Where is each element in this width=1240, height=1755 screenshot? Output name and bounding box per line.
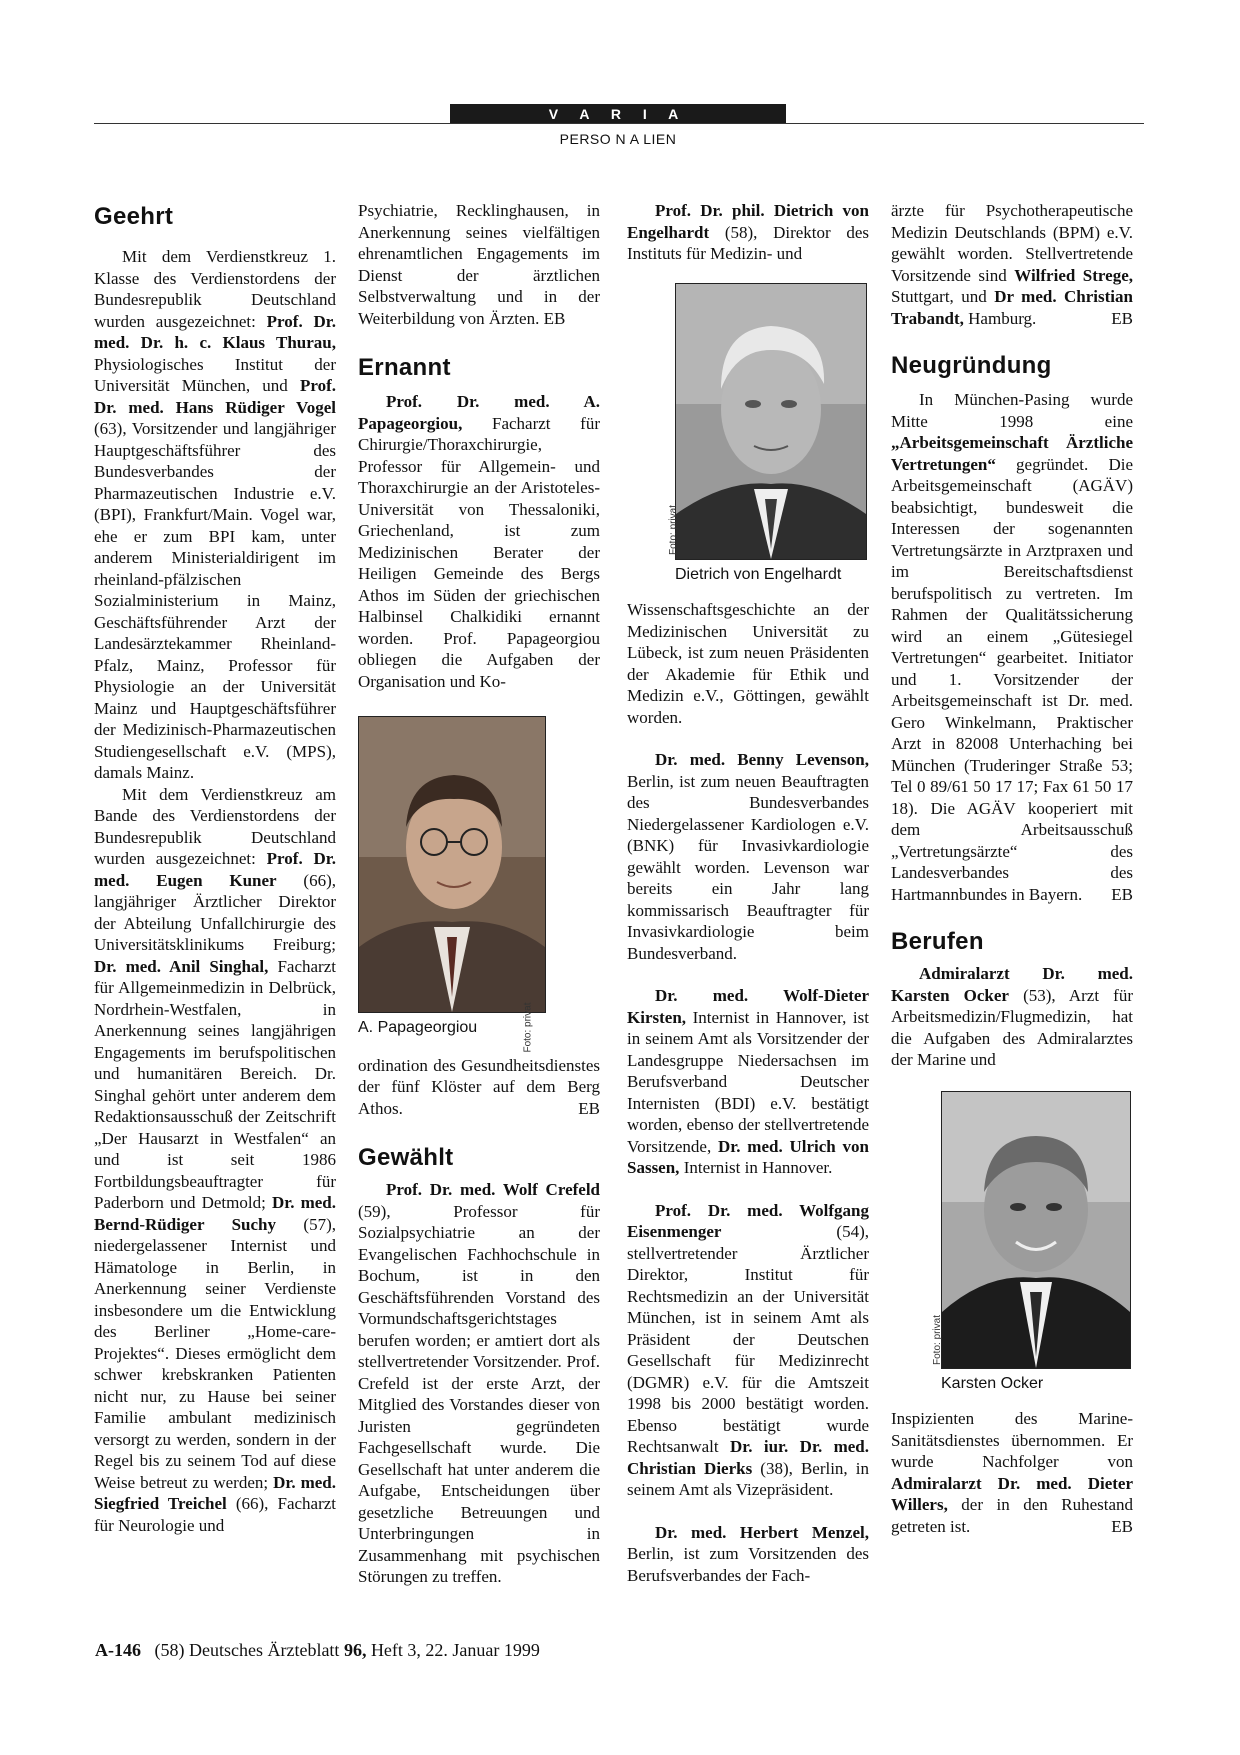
person-name: Prof. Dr. med. Wolfgang Eisenmenger	[627, 1200, 869, 1241]
text: Mit dem Verdienstkreuz 1. Klasse des Verdienstordens der Bundesrepublik Deutschland wurden ausgezeichnet:	[94, 247, 336, 331]
journal-source: (58) Deutsches Ärzteblatt	[154, 1640, 344, 1660]
text: (58), Direktor des Instituts für Medizin- und	[627, 222, 869, 263]
paragraph	[891, 200, 1133, 329]
paragraph: Psychiatrie, Recklinghausen, in Anerkennung seines vielfältigen ehrenamtlichen Engagements im Dienst der ärztlichen Selbstverwaltung und in der Weiterbildung von Ärzten. EB	[358, 201, 600, 328]
text: In München-Pasing wurde Mitte 1998 eine	[891, 390, 1133, 431]
journal-issue: Heft 3, 22. Januar 1999	[366, 1640, 540, 1660]
paragraph	[627, 985, 869, 1179]
text: gegründet. Die Arbeitsgemeinschaft (AGÄV) beabsichtigt, bundesweit die Interessen der sogenannten Vertretungsärzte in Arztpraxen und im Bereitschaftsdienst berufspolitisch zu vertreten. Im Rahmen der Qualitätssicherung wird an einem „Gütesiegel Vertretungen“ gearbeitet. Initiator und 1. Vorsitzender der Arbeitsgemeinschaft ist Dr. med. Gero Winkelmann, Praktischer Arzt in 82008 Unterhaching bei München (Truderinger Straße 53; Tel 0 89/61 50 17 17; Fax 61 50 17 18). Die AGÄV kooperiert mit dem Arbeitsausschuß „Vertretungsärzte“ des Landesverbandes des Hartmannbundes in Bayern.	[891, 454, 1133, 904]
heading-gewaehlt: Gewählt	[358, 1144, 454, 1171]
photo-figure	[358, 716, 545, 1053]
photo-credit: Foto: privat	[522, 1002, 534, 1053]
paragraph	[891, 963, 1133, 1071]
header-rule	[94, 123, 1144, 124]
person-name: Admiralarzt Dr. med. Karsten Ocker	[891, 964, 1133, 1005]
paragraph	[358, 1055, 600, 1120]
person-name: Dr. med. Ulrich von Sassen,	[627, 1136, 869, 1177]
author-signature: EB	[1111, 884, 1133, 904]
photo-caption: A. Papageorgiou	[358, 1019, 478, 1036]
paragraph	[627, 1522, 869, 1587]
person-name: Wilfried Strege,	[1014, 265, 1133, 285]
text: Internist in Hannover, ist in seinem Amt als Vorsitzender der Landesgruppe Niedersachsen im Berufsverband Deutscher Internisten (BDI) e.V. bestätigt worden, ebenso der stellvertretende Vorsitzende,	[627, 1007, 869, 1156]
text: Internist in Hannover.	[679, 1158, 833, 1177]
text: ärzte für Psychotherapeutische Medizin Deutschlands (BPM) e.V. gewählt worden. Stellvertretende Vorsitzende sind	[891, 201, 1133, 285]
paragraph	[94, 246, 336, 784]
person-name: Prof. Dr. med. Eugen Kuner	[94, 849, 337, 890]
column-2	[358, 200, 600, 1588]
text: Facharzt für Allgemeinmedizin in Delbrück, Nordrhein-Westfalen, in Anerkennung seines langjährigen Engagements im berufspolitischen und humanitären Bereich. Dr. Singhal gehört unter anderem dem Redaktionsausschuß der Zeitschrift „Der Hausarzt in Westfalen“ an und ist seit 1986 Fortbildungsbeauftragter für Paderborn und Detmold;	[94, 956, 336, 1212]
heading-berufen: Berufen	[891, 928, 984, 955]
person-name: Dr. med. Siegfried Treichel	[94, 1472, 336, 1513]
person-name: Dr. med. Anil Singhal,	[94, 956, 269, 976]
paragraph	[627, 1200, 869, 1501]
person-name: Dr. med. Herbert Menzel,	[655, 1522, 869, 1542]
paragraph	[891, 1408, 1133, 1537]
portrait-image	[676, 284, 866, 559]
paragraph	[627, 749, 869, 964]
author-signature: EB	[578, 1098, 600, 1118]
text: (63), Vorsitzender und langjähriger Hauptgeschäftsführer des Bundesverbandes der Pharmazeutischen Industrie e.V. (BPI), Frankfurt/Main. Vogel war, ehe er zum BPI kam, unter anderem Ministerialdirigent im rheinland-pfälzischen Sozialministerium in Mainz, Geschäftsführender Arzt der Landesärztekammer Rheinland-Pfalz, Mainz, Professor für Physiologie an der Universität Mainz und Hauptgeschäftsführer der Medizinisch-Pharmazeutischen Studiengesellschaft e.V. (MPS), damals Mainz.	[94, 419, 336, 782]
column-3	[627, 200, 869, 1586]
photo-figure	[932, 1091, 1131, 1395]
paragraph	[358, 391, 600, 692]
person-name: Dr. med. Wolf-Dieter Kirsten,	[627, 986, 869, 1027]
person-name: Prof. Dr. med. A. Papageorgiou,	[358, 392, 600, 433]
heading-geehrt: Geehrt	[94, 203, 174, 230]
portrait-image	[359, 717, 545, 1012]
photo-caption: Karsten Ocker	[941, 1374, 1044, 1392]
author-signature: EB	[1111, 1516, 1133, 1536]
heading-neugruendung: Neugründung	[891, 352, 1052, 379]
text: Hamburg.	[963, 308, 1037, 328]
person-name: Prof. Dr. med. Wolf Crefeld	[386, 1180, 600, 1199]
text: der in den Ruhestand getreten ist.	[891, 1495, 1133, 1536]
person-name: Dr. med. Bernd-Rüdiger Suchy	[94, 1193, 336, 1234]
person-name: Dr. iur. Dr. med. Christian Dierks	[627, 1437, 869, 1478]
text: Berlin, ist zum neuen Beauftragten des Bundesverbandes Niedergelassener Kardiologen e.V. (BNK) für Invasivkardiologie gewählt worden. Levenson war bereits ein Jahr lang kommissarisch Beauftragter für Invasivkardiologie beim Bundesverband.	[627, 771, 869, 963]
paragraph	[358, 1179, 600, 1588]
text: Mit dem Verdienstkreuz am Bande des Verdienstordens der Bundesrepublik Deutschland wurden ausgezeichnet:	[94, 784, 336, 868]
subsection-title: PERSO N A LIEN	[559, 131, 677, 147]
paragraph: Wissenschaftsgeschichte an der Medizinischen Universität zu Lübeck, ist zum neuen Präsidenten der Akademie für Ethik und Medizin e.V., Göttingen, gewählt worden.	[627, 600, 869, 727]
text: (66), Facharzt für Neurologie und	[94, 1494, 337, 1535]
portrait-image	[942, 1092, 1130, 1368]
section-title: V A R I A	[548, 106, 688, 122]
text: (54), stellvertretender Ärztlicher Direktor, Institut für Rechtsmedizin an der Universität München, ist in seinem Amt als Präsident der Deutschen Gesellschaft für Medizinrecht (DGMR) e.V. für die Amtszeit 1998 bis 2000 bestätigt worden. Ebenso bestätigt wurde Rechtsanwalt	[627, 1222, 869, 1456]
photo-credit: Foto: privat	[932, 1314, 943, 1365]
text: (57), niedergelassener Internist und Hämatologe in Berlin, in Anerkennung seiner Verdienste insbesondere um die Entwicklung des Berliner „Home-care-Projektes“. Dieses ermöglicht dem schwer krebskranken Patienten nicht nur, zu Hause bei seiner Familie ambulant medizinisch versorgt zu werden, sondern in der Regel bis zu seinem Tod auf diese Weise betreut zu werden;	[94, 1214, 336, 1492]
text: Physiologisches Institut der Universität München, und	[94, 354, 336, 395]
text: (66), langjähriger Ärztlicher Direktor der Abteilung Unfallchirurgie des Universitätsklinikums Freiburg;	[94, 870, 336, 954]
text: Stuttgart, und	[891, 287, 995, 306]
portrait-photo	[941, 1091, 1131, 1369]
journal-volume: 96,	[343, 1640, 367, 1660]
person-name: Prof. Dr. med. Hans Rüdiger Vogel	[94, 376, 336, 417]
column-1	[94, 202, 336, 1536]
section-bar	[450, 104, 786, 124]
column-4	[891, 200, 1133, 1537]
paragraph	[891, 389, 1133, 905]
text: (53), Arzt für Arbeitsmedizin/Flugmedizin, hat die Aufgaben des Admiralarztes der Marine und	[891, 985, 1133, 1069]
heading-ernannt: Ernannt	[358, 354, 451, 381]
photo-caption: Dietrich von Engelhardt	[675, 565, 842, 583]
photo-credit: Foto: privat	[668, 504, 679, 555]
text: Inspizienten des Marine-Sanitätsdienstes übernommen. Er wurde Nachfolger von	[891, 1409, 1133, 1471]
organization-name: „Arbeitsgemeinschaft Ärztliche Vertretungen“	[891, 433, 1133, 474]
page-footer	[95, 1640, 540, 1661]
page-number: A-146	[95, 1640, 141, 1660]
text: Berlin, ist zum Vorsitzenden des Berufsverbandes der Fach-	[627, 1544, 869, 1585]
person-name: Dr. med. Benny Levenson,	[655, 750, 869, 769]
person-name: Prof. Dr. phil. Dietrich von Engelhardt	[627, 201, 869, 242]
portrait-photo	[675, 283, 867, 560]
author-signature: EB	[1111, 308, 1133, 328]
photo-figure	[668, 283, 867, 586]
person-name: Dr med. Christian Trabandt,	[891, 287, 1133, 328]
text: (59), Professor für Sozialpsychiatrie an der Evangelischen Fachhochschule in Bochum, ist in den Geschäftsführenden Vorstand des Vormundschaftsgerichtstages berufen worden; er amtiert dort als stellvertretender Vorsitzender. Prof. Crefeld ist der erste Arzt, der Mitglied des Vorstandes dieser von Juristen gegründeten Fachgesellschaft wurde. Die Gesellschaft hat unter anderem die Aufgabe, Entscheidungen über gesetzliche Betreuungen und Unterbringungen in Zusammenhang mit psychischen Störungen zu treffen.	[358, 1201, 600, 1586]
paragraph	[94, 784, 336, 1537]
text: (38), Berlin, in seinem Amt als Vizepräsident.	[627, 1458, 869, 1499]
paragraph	[627, 200, 869, 265]
person-name: Prof. Dr. med. Dr. h. c. Klaus Thurau,	[94, 311, 337, 352]
person-name: Admiralarzt Dr. med. Dieter Willers,	[891, 1473, 1133, 1514]
text: Facharzt für Chirurgie/Thoraxchirurgie, Professor für Allgemein- und Thoraxchirurgie an der Aristoteles-Universität von Thessaloniki, Griechenland, ist zum Medizinischen Berater der Heiligen Gemeinde des Bergs Athos im Süden der griechischen Halbinsel Chalkidiki ernannt worden. Prof. Papageorgiou obliegen die Aufgaben der Organisation und Ko-	[358, 413, 600, 691]
text: ordination des Gesundheitsdienstes der fünf Klöster auf dem Berg Athos.	[358, 1055, 600, 1118]
